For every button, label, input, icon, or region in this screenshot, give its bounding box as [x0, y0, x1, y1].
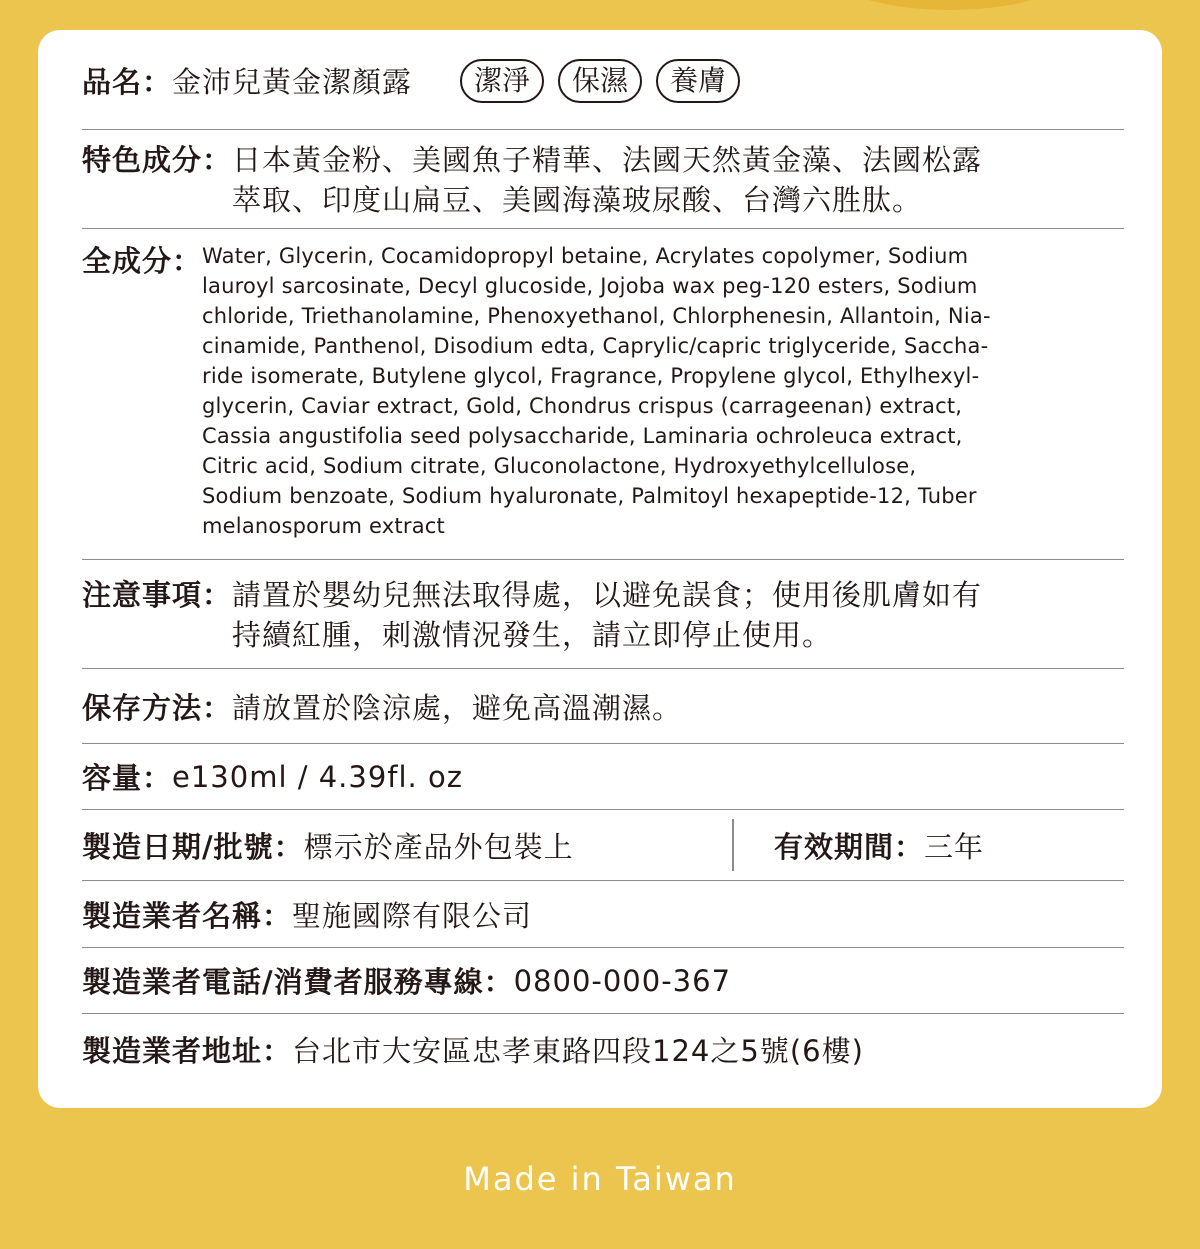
expiry-value: 三年: [923, 829, 984, 864]
maker-label: 製造業者名稱：: [82, 898, 293, 933]
address-value: 台北市大安區忠孝東路四段124之5號(6樓): [292, 1033, 864, 1068]
address-row: [82, 1014, 1124, 1084]
ingredients-line: melanosporum extract: [202, 514, 445, 538]
ingredients-line: Cassia angustifolia seed polysaccharide, Laminaria ochroleuca extract,: [202, 424, 963, 448]
phone-row: [82, 948, 1124, 1014]
tag-moisturize: 保濕: [558, 59, 642, 103]
features-line-1: 日本黃金粉、美國魚子精華、法國天然黃金藻、法國松露: [232, 143, 983, 177]
features-line-2: 萃取、印度山扁豆、美國海藻玻尿酸、台灣六胜肽。: [232, 183, 923, 217]
made-in-taiwan: Made in Taiwan: [463, 1160, 737, 1198]
ingredients-line: lauroyl sarcosinate, Decyl glucoside, Jojoba wax peg-120 esters, Sodium: [202, 274, 978, 298]
expiry-label: 有效期間：: [773, 829, 924, 864]
storage-row: [82, 669, 1124, 744]
product-tags: [460, 59, 740, 103]
product-name-value: 金沛兒黃金潔顏露: [172, 65, 413, 99]
batch-row: [82, 810, 1124, 881]
ingredients-line: Water, Glycerin, Cocamidopropyl betaine, Acrylates copolymer, Sodium: [202, 244, 969, 268]
capacity-value: e130ml / 4.39fl. oz: [172, 759, 463, 794]
phone-value: 0800-000-367: [513, 963, 732, 998]
product-info-card: [38, 30, 1162, 1108]
ingredients-row: [82, 229, 1124, 560]
caution-line-2: 持續紅腫，刺激情況發生，請立即停止使用。: [232, 618, 833, 652]
ingredients-value: [202, 241, 991, 541]
product-name-label: 品名：: [82, 65, 173, 99]
ingredients-line: ride isomerate, Butylene glycol, Fragrance, Propylene glycol, Ethylhexyl-: [202, 364, 980, 388]
features-row: [82, 130, 1124, 229]
address-label: 製造業者地址：: [82, 1033, 293, 1068]
ingredients-label: 全成分：: [82, 244, 203, 278]
batch-value: 標示於產品外包裝上: [303, 829, 574, 864]
ingredients-line: Citric acid, Sodium citrate, Gluconolactone, Hydroxyethylcellulose,: [202, 454, 917, 478]
capacity-label: 容量：: [82, 761, 173, 795]
ingredients-line: glycerin, Caviar extract, Gold, Chondrus crispus (carrageenan) extract,: [202, 394, 963, 418]
caution-row: [82, 560, 1124, 669]
features-value: [232, 140, 982, 220]
storage-value: 請放置於陰涼處，避免高溫潮濕。: [232, 690, 683, 725]
tag-cleanse: 潔淨: [460, 59, 544, 103]
tag-nourish: 養膚: [656, 59, 740, 103]
caution-line-1: 請置於嬰幼兒無法取得處，以避免誤食；使用後肌膚如有: [232, 578, 983, 612]
product-name-row: [82, 30, 1124, 130]
capacity-row: [82, 744, 1124, 810]
decorative-blob: [820, 0, 1080, 10]
features-label: 特色成分：: [82, 143, 233, 177]
batch-label: 製造日期/批號：: [82, 829, 304, 864]
ingredients-line: chloride, Triethanolamine, Phenoxyethanol, Chlorphenesin, Allantoin, Nia-: [202, 304, 991, 328]
storage-label: 保存方法：: [82, 690, 233, 725]
ingredients-line: cinamide, Panthenol, Disodium edta, Caprylic/capric triglyceride, Saccha-: [202, 334, 989, 358]
column-divider: [732, 819, 734, 871]
maker-value: 聖施國際有限公司: [292, 898, 533, 933]
caution-label: 注意事項：: [82, 578, 233, 612]
phone-label: 製造業者電話/消費者服務專線：: [82, 965, 514, 999]
caution-value: [232, 575, 982, 655]
ingredients-line: Sodium benzoate, Sodium hyaluronate, Palmitoyl hexapeptide-12, Tuber: [202, 484, 977, 508]
maker-row: [82, 881, 1124, 948]
